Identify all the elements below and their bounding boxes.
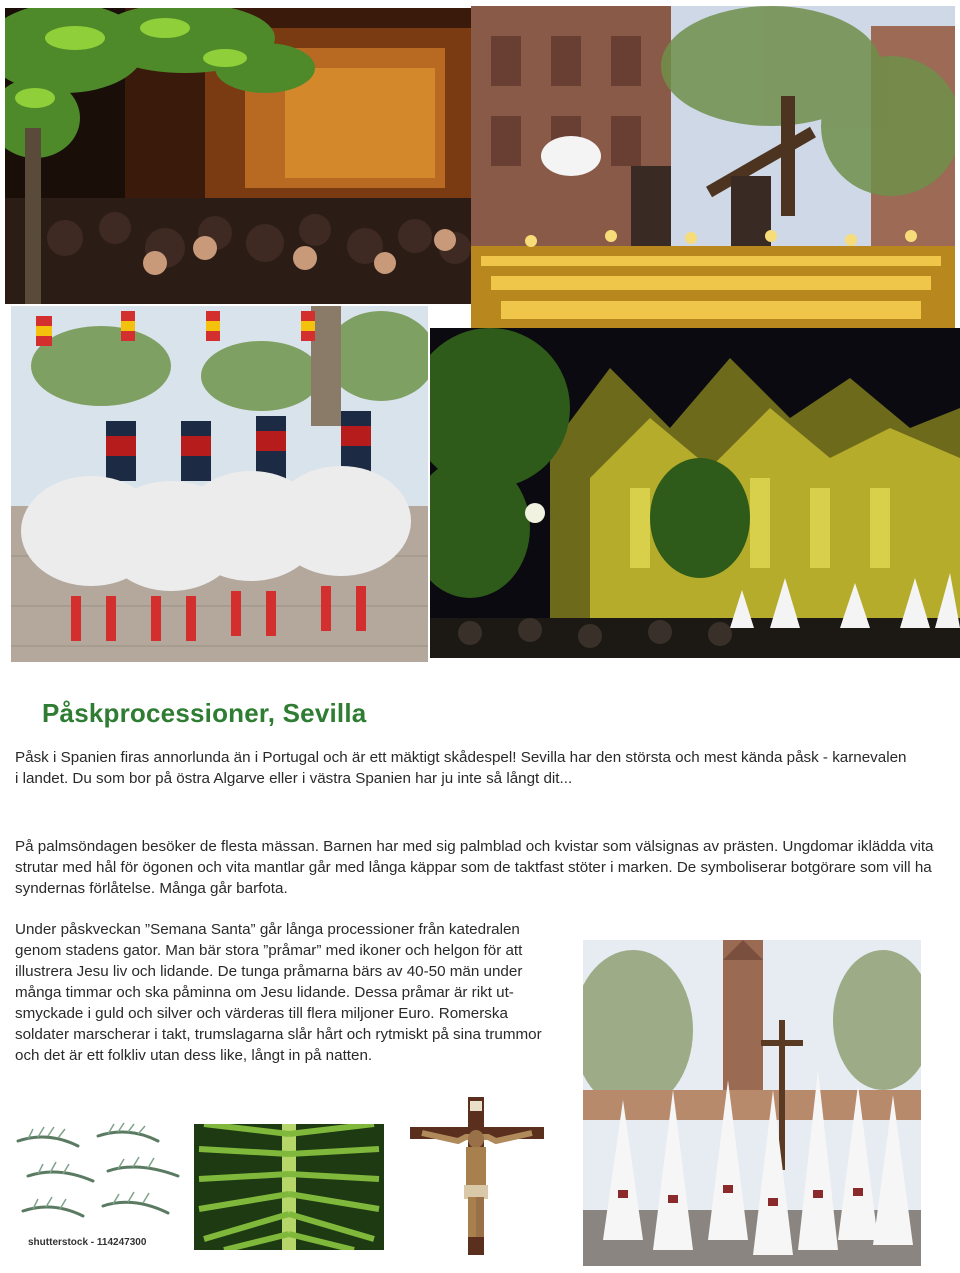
photo-night-crowd [5,8,471,304]
palm-sunday-paragraph: På palmsöndagen besöker de flesta mässan. Barnen har med sig palmblad och kvistar som välsignas av prästen. Ungdomar iklädda vita strutar med hål för ögonen och vita mantlar går med långa käppar som de taktfast stöter i marken. De symboliserar botgörare som vill ha syndernas förlåtelse. Många går barfota. [15,838,934,897]
photo-procession-float [471,6,955,328]
photo-nazarenos-procession [583,940,921,1266]
photo-crucifix [408,1097,546,1255]
photo-palm-fronds [8,1121,196,1251]
stock-watermark: shutterstock - 114247300 [28,1237,147,1248]
photo-mounted-guard [11,306,428,662]
intro-paragraph: Påsk i Spanien firas annorlunda än i Portugal och är ett mäktigt skådespel! Sevilla har den största och mest kända påsk - karnevalen i landet. Du som bor på östra Algarve eller i västra Spanien har ju inte så långt dit... [15,749,907,787]
semana-santa-paragraph: Under påskveckan ”Semana Santa” går långa processioner från katedralen genom stadens gator. Man bär stora ”pråmar” med ikoner och helgon för att illustrera Jesu liv och lidande. De tunga pråmarna bärs av 40-50 män under många timmar och ska påminna om Jesu lidande. Dessa pråmar är rikt ut-smyckade i guld och silver och värderas till flera miljoner Euro. Romerska soldater marscherar i takt, trumslagarna slår hårt och rytmiskt på sina trummor och det är ett folkliv utan dess like, långt in på natten. [15,921,542,1064]
page-title: Påskprocessioner, Sevilla [42,698,367,728]
photo-cathedral-night [430,328,960,658]
photo-palm-leaf-closeup [194,1124,384,1250]
